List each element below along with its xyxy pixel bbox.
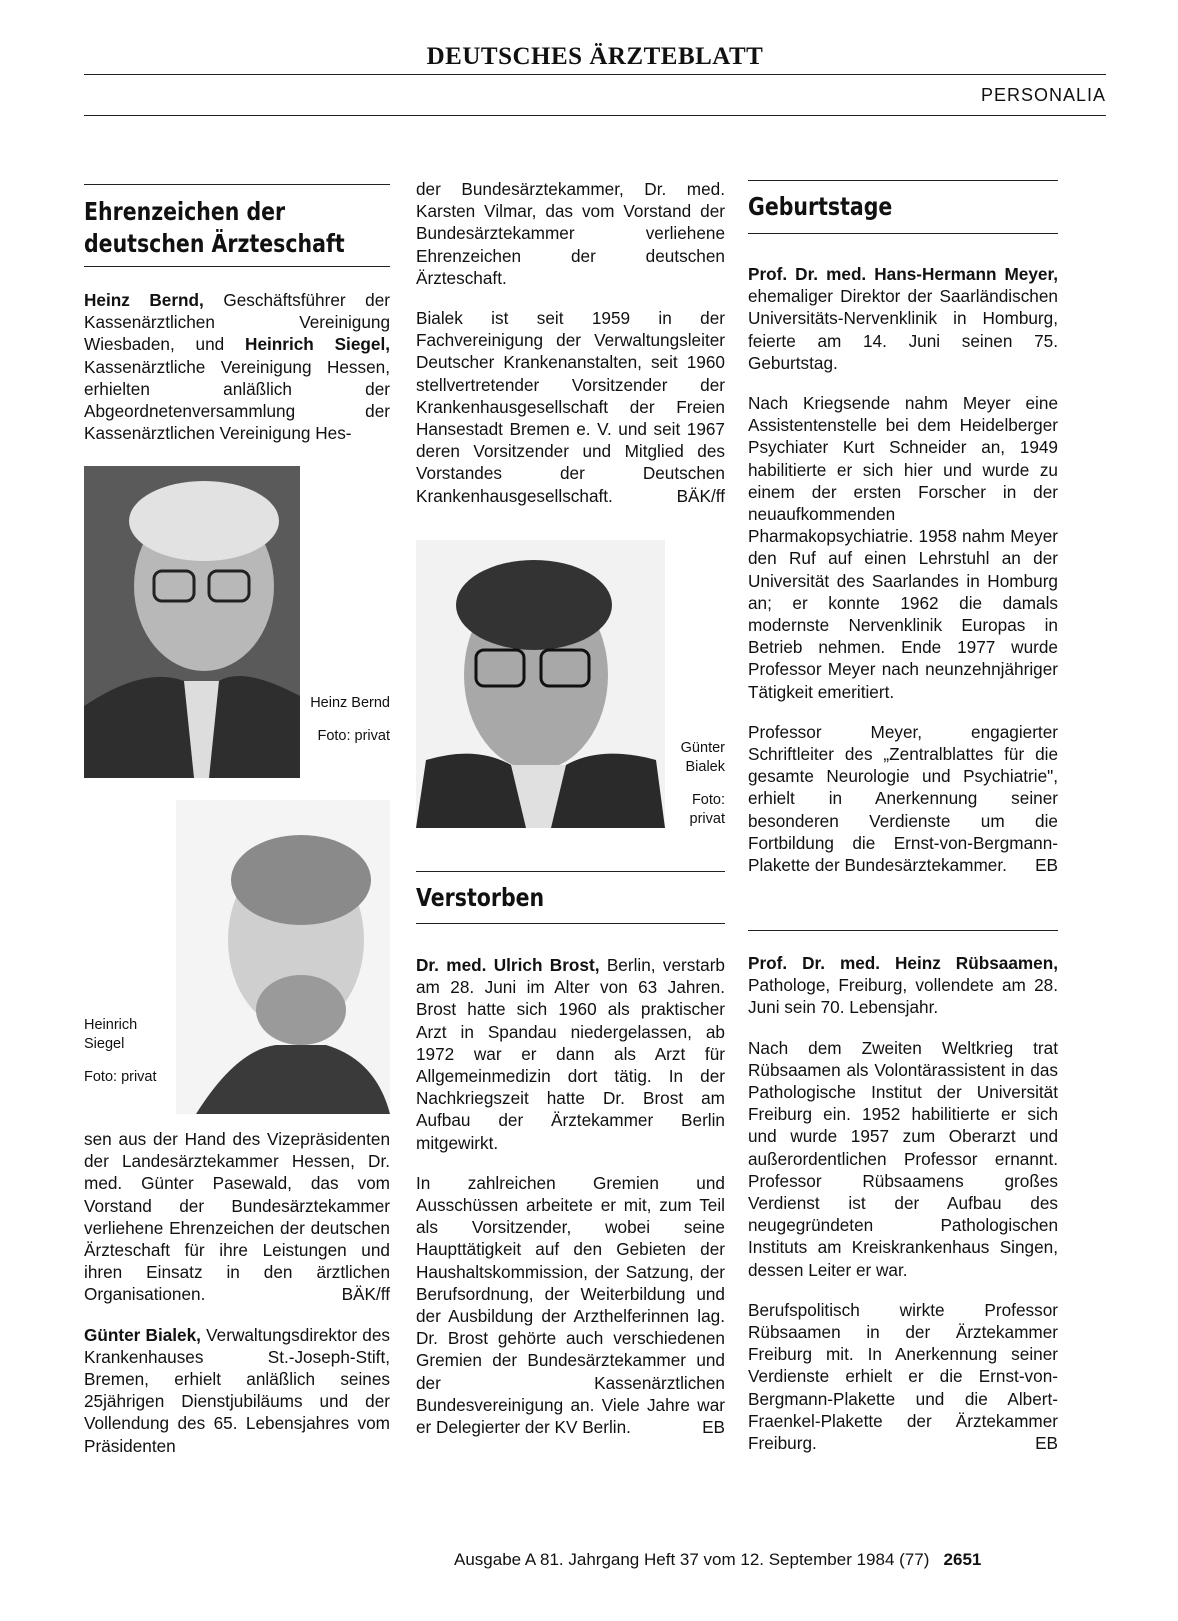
signature: BÄK/ff — [676, 485, 725, 506]
col3-birthday-text: Prof. Dr. med. Hans-Hermann Meyer, ehemaliger Direktor der Saarländischen Universitäts-Nervenklinik in Homburg, feierte am 14. Juni seinen 75. Geburtstag. Nach Kriegsende nahm Meyer eine Assistentenstelle bei dem Heidelberger Psychiater Kurt Schneider an, 1949 habilitierte er sich hier und wurde zu einem der ersten Forscher in der neuaufkommenden Pharmakopsychiatrie. 1958 nahm Meyer den Ruf auf einen Lehrstuhl an der Universität des Saarlandes in Homburg an; er konnte 1962 die damals modernste Nervenklinik Europas in Betrieb nehmen. Ende 1977 wurde Professor Meyer nach neunzehnjähriger Tätigkeit emeritiert. Professor Meyer, engagierter Schriftleiter des „Zentralblattes für die gesamte Neurologie und Psychiatrie", erhielt in Anerkennung seiner besonderen Verdienste um die Fortbildung die Ernst-von-Bergmann-Plakette der Bundesärztekammer. EB — [748, 264, 1058, 876]
caption-name: Günter Bialek — [680, 740, 725, 775]
person-name: Prof. Dr. med. Heinz Rübsaamen, — [748, 953, 1058, 973]
col1-headline-line1: Ehrenzeichen der — [84, 197, 286, 226]
portrait-photo-heinrich-siegel — [176, 800, 390, 1114]
col1-headline-line2: deutschen Ärzteschaft — [84, 229, 345, 258]
person-name: Prof. Dr. med. Hans-Hermann Meyer, — [748, 264, 1058, 284]
col3-top-rule — [748, 180, 1058, 181]
page-footer — [454, 1550, 981, 1570]
section-label: PERSONALIA — [980, 85, 1106, 105]
signature: BÄK/ff — [341, 1284, 390, 1305]
col3-headline-rule — [748, 233, 1058, 234]
col2-section-rule — [416, 871, 725, 872]
person-name: Heinz Bernd, — [84, 290, 204, 310]
col3-headline: Geburtstage — [748, 192, 893, 221]
person-name: Heinrich Siegel, — [245, 334, 390, 355]
col2-headline-rule — [416, 923, 725, 924]
caption-credit: Foto: privat — [317, 728, 390, 744]
col1-headline-rule — [84, 266, 390, 267]
col1-continued-text: sen aus der Hand des Vizepräsidenten der Landesärztekammer Hessen, Dr. med. Günter Pasewald, das vom Vorstand der Bundesärztekammer verliehene Ehrenzeichen der deutschen Ärzteschaft für ihre Leistungen und ihren Einsatz in den ärztlichen Organisationen. BÄK/ff Günter Bialek, Verwaltungsdirektor des Krankenhauses St.-Joseph-Stift, Bremen, erhielt anläßlich seines 25jährigen Dienstjubiläums und der Vollendung des 65. Lebensjahres vom Präsidenten — [84, 1129, 390, 1456]
photo-caption-heinrich-siegel — [84, 1016, 164, 1101]
col2-obituary-text: Dr. med. Ulrich Brost, Berlin, verstarb am 28. Juni im Alter von 63 Jahren. Brost hatte sich 1960 als praktischer Arzt in Spandau niedergelassen, ab 1972 war er dann als Arzt für Allgemeinmedizin dort tätig. In der Nachkriegszeit hatte Dr. Brost am Aufbau der Ärztekammer Berlin mitgewirkt. In zahlreichen Gremien und Ausschüssen arbeitete er mit, zum Teil als Vorsitzender, wobei seine Haupttätigkeit auf den Gebieten der Haushaltskommission, der Satzung, der Berufsordnung, der Weiterbildung und der Ausbildung der Arzthelferinnen lag. Dr. Brost gehörte auch verschiedenen Gremien der Bundesärztekammer und der Kassenärztlichen Bundesvereinigung an. Viele Jahre war er Delegierter der KV Berlin. EB — [416, 955, 725, 1438]
caption-credit: Foto: privat — [84, 1069, 157, 1085]
col1-intro-text: Heinz Bernd, Geschäftsführer der Kassenärztlichen Vereinigung Wiesbaden, und Heinrich Siegel, Kassenärztliche Vereinigung Hessen, erhielten anläßlich der Abgeordnetenversammlung der Kassenärztlichen Vereinigung Hes- — [84, 290, 391, 444]
signature: EB — [702, 1417, 725, 1438]
person-name: Dr. med. Ulrich Brost, — [416, 955, 600, 975]
page-number: 2651 — [943, 1550, 982, 1569]
col3-divider-rule — [748, 930, 1058, 931]
caption-name: Heinrich Siegel — [84, 1017, 138, 1052]
portrait-photo-guenter-bialek — [416, 540, 665, 828]
portrait-photo-heinz-bernd — [84, 466, 300, 778]
col2-headline: Verstorben — [416, 883, 545, 912]
col2-intro-text: der Bundesärztekammer, Dr. med. Karsten Vilmar, das vom Vorstand der Bundesärztekammer verliehene Ehrenzeichen der deutschen Ärzteschaft. Bialek ist seit 1959 in der Fachvereinigung der Verwaltungsleiter Deutscher Krankenanstalten, seit 1960 stellvertretender Vorsitzender der Krankenhausgesellschaft der Freien Hansestadt Bremen e. V. und seit 1967 deren Vorsitzender und Mitglied des Vorstandes der Deutschen Krankenhausgesellschaft. BÄK/ff — [416, 179, 725, 506]
photo-caption-guenter-bialek — [666, 739, 725, 843]
issue-info: Ausgabe A 81. Jahrgang Heft 37 vom 12. September 1984 (77) — [454, 1550, 930, 1569]
signature: EB — [1035, 1433, 1058, 1454]
col3-rubsaamen-text: Prof. Dr. med. Heinz Rübsaamen, Pathologe, Freiburg, vollendete am 28. Juni sein 70. Lebensjahr. Nach dem Zweiten Weltkrieg trat Rübsaamen als Volontärassistent in das Pathologische Institut der Universität Freiburg ein. 1952 habilitierte er sich und wurde 1957 zum Oberarzt und außerordentlichen Professor ernannt. Professor Rübsaamens großes Verdienst ist der Aufbau des neugegründeten Pathologischen Instituts am Kreiskrankenhaus Singen, dessen Leiter er war. Berufspolitisch wirkte Professor Rübsaamen in der Ärztekammer Freiburg mit. In Anerkennung seiner Verdienste erhielt er die Ernst-von-Bergmann-Plakette und die Albert-Fraenkel-Plakette der Ärztekammer Freiburg. EB — [748, 953, 1058, 1454]
caption-name: Heinz Bernd — [310, 695, 390, 711]
signature: EB — [1035, 855, 1058, 876]
col1-top-rule — [84, 184, 390, 185]
photo-caption-heinz-bernd — [304, 694, 390, 760]
section-rule — [84, 115, 1106, 116]
masthead: DEUTSCHES ÄRZTEBLATT — [426, 43, 764, 70]
masthead-rule — [84, 74, 1106, 75]
person-name: Günter Bialek, — [84, 1324, 201, 1345]
caption-credit: Foto: privat — [689, 792, 725, 827]
